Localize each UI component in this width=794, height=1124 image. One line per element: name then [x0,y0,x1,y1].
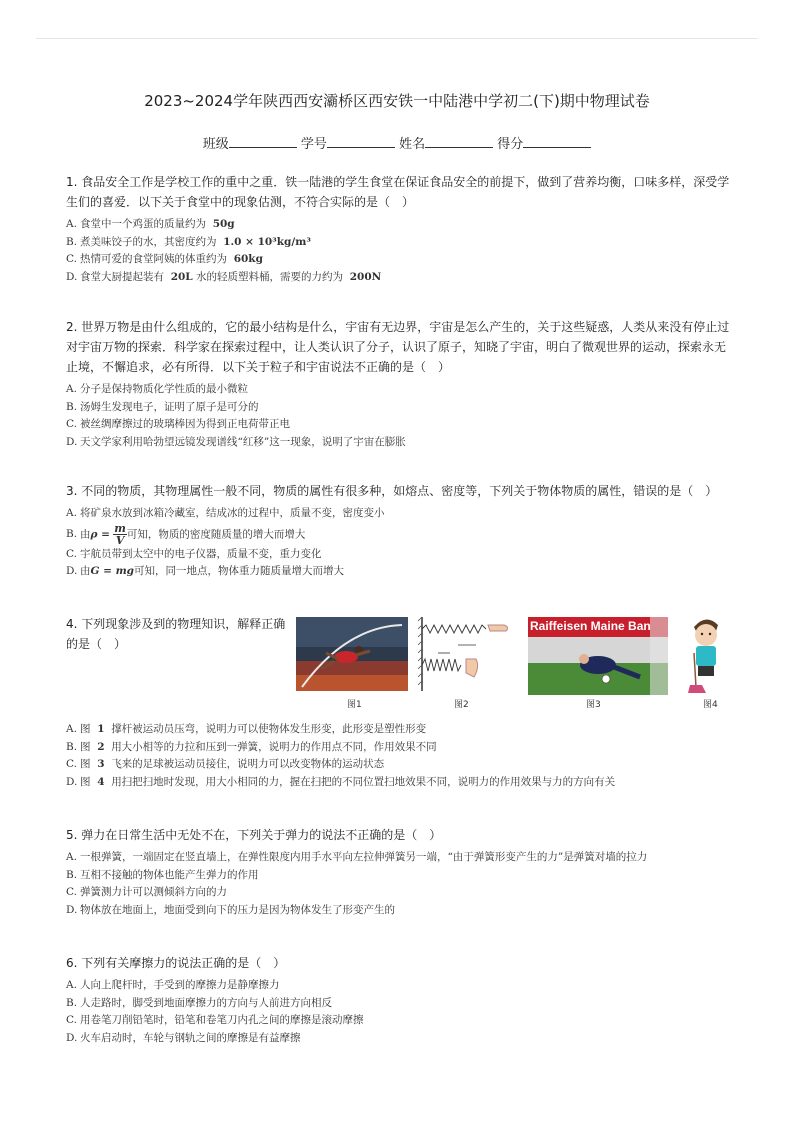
q3-option-a[interactable]: A. 将矿泉水放到冰箱冷藏室，结成冰的过程中，质量不变，密度变小 [66,507,385,519]
question-4-options [66,721,736,791]
figure-1-pole-vault-image [296,617,408,691]
q1-option-a[interactable]: A. 食堂中一个鸡蛋的质量约为 50g [66,218,235,230]
q2-option-c[interactable]: C. 被丝绸摩擦过的玻璃棒因为得到正电荷带正电 [66,418,290,430]
student-info-line [0,133,794,152]
q4-option-d[interactable]: D. 图 4 用扫把扫地时发现，用大小相同的力，握在扫把的不同位置扫地效果不同，说明力的作用效果与力的方向有关 [66,775,616,788]
question-6 [66,953,736,1047]
q3-option-b[interactable]: B. 由ρ = $\frac{m}{V}$ 可知，物质的密度随质量的增大而增大 [66,521,306,547]
q2-option-b[interactable]: B. 汤姆生发现电子，证明了原子是可分的 [66,400,259,413]
q6-option-b[interactable]: B. 人走路时，脚受到地面摩擦力的方向与人前进方向相反 [66,996,332,1009]
q5-option-b[interactable]: B. 互相不接触的物体也能产生弹力的作用 [66,868,259,881]
header-divider [36,38,758,39]
density-fraction: $\frac{m}{V}$ [114,521,126,547]
id-blank[interactable] [327,135,395,148]
exam-title: 2023~2024学年陕西西安灞桥区西安铁一中陆港中学初二(下)期中物理试卷 [144,92,650,110]
figure-2-label: 图2 [454,700,469,710]
figure-4-sweeping-boy-image [686,613,726,695]
question-6-stem: 6. 下列有关摩擦力的说法正确的是（ ） [66,956,286,970]
q6-option-a[interactable]: A. 人向上爬杆时，手受到的摩擦力是静摩擦力 [66,979,280,991]
q2-option-d[interactable]: D. 天文学家利用哈勃望远镜发现谱线“红移”这一现象，说明了宇宙在膨胀 [66,435,406,448]
q5-option-a[interactable]: A. 一根弹簧，一端固定在竖直墙上，在弹性限度内用手水平向左拉伸弹簧另一端，“由于弹簧形变产生的力”是弹簧对墙的拉力 [66,851,648,863]
q6-option-d[interactable]: D. 火车启动时，车轮与钢轨之间的摩擦是有益摩擦 [66,1031,301,1044]
id-label: 学号 [300,137,327,152]
class-blank[interactable] [229,135,297,148]
question-3 [66,481,736,581]
q4-option-a[interactable]: A. 图 1 撑杆被运动员压弯，说明力可以使物体发生形变，此形变是塑性形变 [66,723,427,735]
q1-option-b[interactable]: B. 煮美味饺子的水，其密度约为 1.0 × 10³kg/m³ [66,235,311,248]
question-2 [66,317,736,451]
q1-option-c[interactable]: C. 热情可爱的食堂阿姨的体重约为 60kg [66,253,263,265]
question-2-stem: 2. 世界万物是由什么组成的，它的最小结构是什么，宇宙有无边界，宇宙是怎么产生的，关于这些疑惑，人类从来没有停止过对宇宙万物的探索．科学家在探索过程中，让人类认识了分子，认识了原子，知晓了宇宙，明白了微观世界的运动，探索永无止境，不懈追求，必有所得．以下关于粒子和宇宙说法不正确的是（ ） [66,320,730,374]
q5-option-d[interactable]: D. 物体放在地面上，地面受到向下的压力是因为物体发生了形变产生的 [66,903,395,916]
q4-option-c[interactable]: C. 图 3 飞来的足球被运动员接住，说明力可以改变物体的运动状态 [66,758,385,770]
question-5-stem: 5. 弹力在日常生活中无处不在，下列关于弹力的说法不正确的是（ ） [66,828,442,842]
question-4-stem-box [66,614,296,654]
figure-3-goalkeeper-image [528,617,668,695]
q1-option-d[interactable]: D. 食堂大厨提起装有 20L 水的轻质塑料桶，需要的力约为 200N [66,270,382,283]
q4-option-b[interactable]: B. 图 2 用大小相等的力拉和压到一弹簧，说明力的作用点不同，作用效果不同 [66,740,437,753]
score-label: 得分 [497,137,524,152]
q6-option-c[interactable]: C. 用卷笔刀削铅笔时，铅笔和卷笔刀内孔之间的摩擦是滚动摩擦 [66,1014,364,1026]
name-blank[interactable] [425,135,493,148]
name-label: 姓名 [399,137,426,152]
question-1 [66,172,736,286]
q2-option-a[interactable]: A. 分子是保持物质化学性质的最小微粒 [66,383,248,395]
q3-option-d[interactable]: D. 由G = mg可知，同一地点，物体重力随质量增大而增大 [66,565,345,577]
question-1-stem: 1. 食品安全工作是学校工作的重中之重．铁一陆港的学生食堂在保证食品安全的前提下，做到了营养均衡，口味多样，深受学生们的喜爱．以下关于食堂中的现象估测，不符合实际的是（ ） [66,175,730,209]
q5-option-c[interactable]: C. 弹簧测力计可以测倾斜方向的力 [66,886,227,898]
question-5 [66,825,736,919]
question-4-stem: 4. 下列现象涉及到的物理知识，解释正确的是（ ） [66,617,286,651]
figure-3-label: 图3 [586,700,601,710]
question-3-stem: 3. 不同的物质，其物理属性一般不同，物质的属性有很多种，如熔点、密度等，下列关于物体物质的属性，错误的是（ ） [66,484,718,498]
figure-2-spring-diagram [418,615,514,693]
score-blank[interactable] [523,135,591,148]
q3-option-c[interactable]: C. 宇航员带到太空中的电子仪器，质量不变，重力变化 [66,547,322,560]
class-label: 班级 [202,137,229,152]
figure-1-label: 图1 [347,700,362,710]
figure-3-banner-text: Raiffeisen Maine Ban [530,619,651,633]
figure-4-label: 图4 [703,700,718,710]
